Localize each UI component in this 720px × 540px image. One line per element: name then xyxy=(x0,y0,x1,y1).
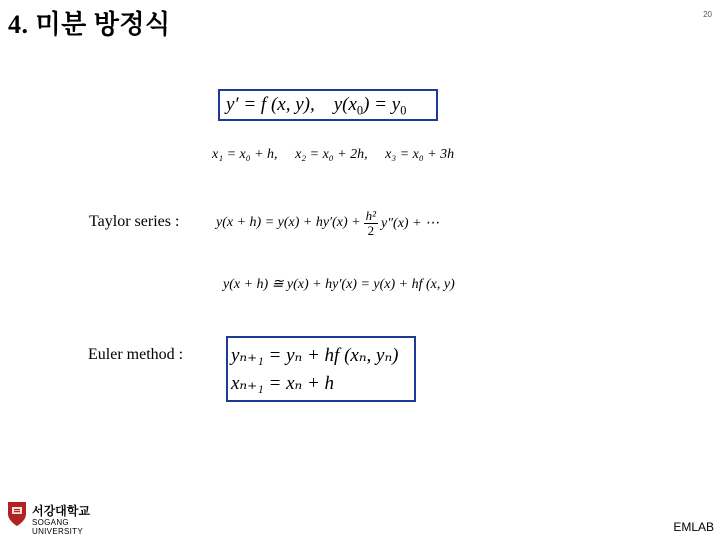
step-x1: x₁ = x₀ + h, xyxy=(212,147,278,162)
taylor-equation xyxy=(216,200,439,246)
taylor-right: y″(x) + ⋯ xyxy=(381,215,440,231)
fraction-numerator: h² xyxy=(365,207,377,223)
page-number: 20 xyxy=(703,10,712,19)
taylor-fraction xyxy=(364,209,378,237)
euler-approximation: y(x + h) ≅ y(x) + hy′(x) = y(x) + hf (x, y) xyxy=(223,277,455,292)
ode-initial-condition: $y(x_0) = y_0$ xyxy=(333,94,407,118)
ode-equation-box xyxy=(218,89,438,121)
euler-label: Euler method : xyxy=(88,346,184,363)
fraction-denominator: 2 xyxy=(367,222,375,238)
slide-title: 4. 미분 방정식 xyxy=(8,10,171,39)
step-x2: x₂ = x₀ + 2h, xyxy=(295,147,368,162)
taylor-left: y(x + h) = y(x) + hy′(x) + xyxy=(216,215,361,230)
logo-korean-text: 서강대학교 xyxy=(32,504,90,518)
step-points xyxy=(212,147,454,163)
logo-english-text: SOGANG UNIVERSITY xyxy=(32,518,84,536)
taylor-label: Taylor series : xyxy=(89,213,180,230)
euler-line-x: xₙ₊₁ = xₙ + h xyxy=(231,373,335,394)
step-x3: x₃ = x₀ + 3h xyxy=(385,147,455,162)
lab-name: EMLAB xyxy=(673,520,714,534)
ode-lhs: y′ = f (x, y), xyxy=(226,94,315,115)
university-crest-icon xyxy=(6,500,28,528)
university-logo xyxy=(6,500,110,536)
euler-equation-box xyxy=(226,336,416,402)
euler-line-y: yₙ₊₁ = yₙ + hf (xₙ, yₙ) xyxy=(231,345,399,366)
